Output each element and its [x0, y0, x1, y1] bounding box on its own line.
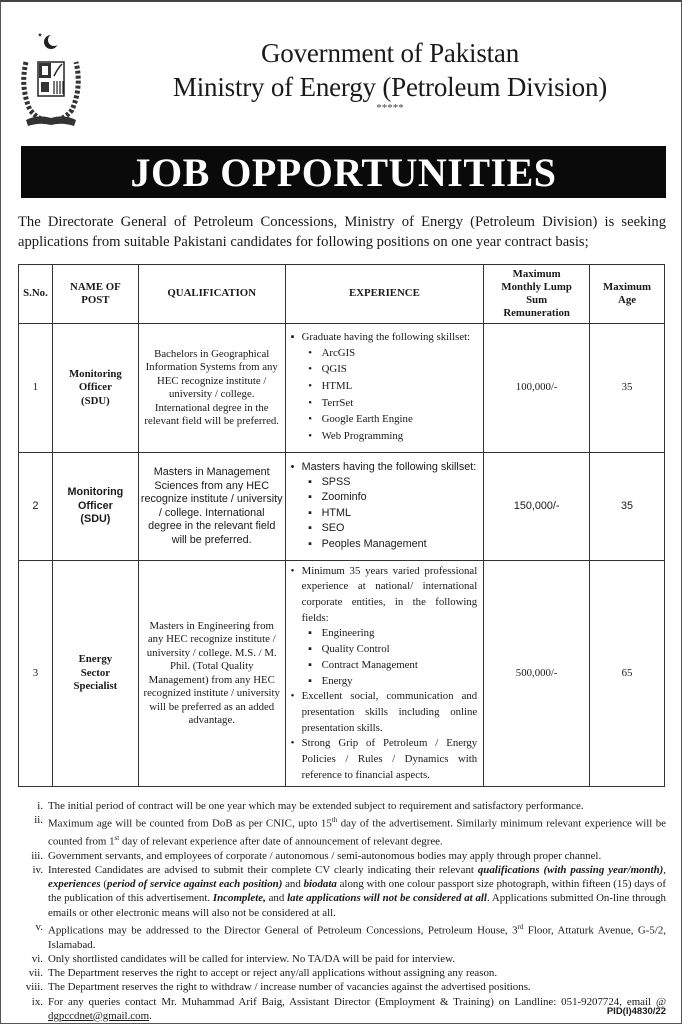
note-item: ii. Maximum age will be counted from DoB as per CNIC, upto 15th day of the advertisement. Similarly minimum relevant experience will be counted from 1st day of relevant experience after date of announcement of relevant degree. [34, 814, 666, 848]
note-item: vi. Only shortlisted candidates will be called for interview. No TA/DA will be paid for interview. [31, 952, 456, 965]
bullet-icon: • [290, 461, 295, 473]
square-bullet-icon: ▪ [308, 491, 312, 503]
cell-max-age: 35 [590, 453, 665, 561]
skill-item: ▪ HTML [291, 506, 478, 522]
cell-experience [285, 453, 484, 561]
bullet-icon: • [290, 564, 295, 577]
cell-remuneration: 100,000/- [484, 324, 590, 453]
skills-list [291, 475, 478, 553]
positions-table [18, 264, 665, 787]
note-item: ix. For any queries contact Mr. Muhammad Arif Baig, Assistant Director (Employment & Training) on Landline: 051-9207724, email @ dgpccdnet@gmail.com. [31, 995, 666, 1022]
skill-item: ▪ Peoples Management [291, 537, 478, 553]
cell-sno: 2 [19, 453, 53, 561]
field-item: ▪ Engineering [291, 626, 478, 642]
square-bullet-icon: ▪ [308, 506, 312, 519]
experience-item: ▪ Graduate having the following skillset: [290, 331, 471, 344]
skills-list [291, 345, 478, 445]
cell-experience [285, 561, 484, 787]
table-header-row [19, 265, 665, 324]
skill-item: • HTML [291, 378, 478, 395]
square-bullet-icon: ▪ [308, 475, 312, 488]
square-bullet-icon: ▪ [308, 627, 312, 640]
skill-item: • ArcGIS [291, 345, 478, 362]
document-header [120, 36, 660, 114]
header-remuneration: Maximum Monthly Lump Sum Remuneration [484, 265, 590, 324]
square-bullet-icon: ▪ [308, 522, 312, 534]
cell-qualification: Bachelors in Geographical Information Systems from any HEC recognize institute / university / college. International degree in the relevant field will be preferred. [138, 324, 285, 453]
contact-email-link[interactable]: dgpccdnet@gmail.com [48, 1009, 150, 1022]
bullet-icon: • [308, 430, 312, 443]
note-item: iii. Government servants, and employees of corporate / autonomous / semi-autonomous bodies may apply through proper channel. [31, 849, 602, 862]
cell-sno: 3 [19, 561, 53, 787]
state-emblem-icon [18, 32, 84, 130]
ministry-title: Ministry of Energy (Petroleum Division) [172, 72, 608, 102]
cell-remuneration: 150,000/- [484, 453, 590, 561]
cell-post-name: Energy Sector Specialist [52, 561, 138, 787]
header-qualification: QUALIFICATION [138, 265, 285, 324]
cell-qualification: Masters in Engineering from any HEC recognize institute / university / college. M.S. / M. Phil. (Total Quality Management) from any HEC recognized institute / university will be preferred as an added advantage. [138, 561, 285, 787]
experience-item: • Masters having the following skillset: [290, 461, 477, 473]
bullet-icon: • [308, 346, 312, 359]
skill-item: ▪ SEO [291, 521, 478, 537]
header-experience: EXPERIENCE [285, 265, 484, 324]
bullet-icon: • [308, 396, 312, 409]
note-item: vii. The Department reserves the right to accept or reject any/all applications without assigning any reason. [28, 967, 498, 980]
square-bullet-icon: ▪ [290, 331, 295, 344]
bullet-icon: • [290, 690, 295, 703]
field-item: ▪ Contract Management [291, 658, 478, 674]
fields-list [291, 626, 478, 689]
header-sno: S.No. [19, 265, 53, 324]
intro-paragraph [18, 212, 666, 252]
square-bullet-icon: ▪ [308, 643, 312, 656]
table-row [19, 324, 665, 453]
bullet-icon: • [308, 363, 312, 376]
skill-item: • TerrSet [291, 395, 478, 412]
header-name-of-post: NAME OF POST [52, 265, 138, 324]
cell-max-age: 35 [590, 324, 665, 453]
field-item: ▪ Quality Control [291, 642, 478, 658]
cell-post-name: Monitoring Officer (SDU) [52, 453, 138, 561]
header-separator: ***** [376, 102, 404, 114]
skill-item: • QGIS [291, 361, 478, 378]
government-title: Government of Pakistan [260, 38, 520, 68]
terms-and-conditions-list [18, 799, 666, 1023]
table-row [19, 453, 665, 561]
job-opportunities-banner: JOB OPPORTUNITIES [21, 146, 666, 198]
cell-sno: 1 [19, 324, 53, 453]
header-max-age: Maximum Age [590, 265, 665, 324]
square-bullet-icon: ▪ [308, 674, 312, 687]
skill-item: ▪ Zoominfo [291, 490, 478, 506]
note-item: viii. The Department reserves the right to withdraw / increase number of vacancies against the advertised positions. [25, 981, 531, 994]
cell-remuneration: 500,000/- [484, 561, 590, 787]
experience-item: • Minimum 35 years varied professional experience at national/ international corporate entities, in the following fields: [291, 564, 478, 627]
cell-experience [285, 324, 484, 453]
field-item: ▪ Energy [291, 674, 478, 690]
skill-item: ▪ SPSS [291, 475, 478, 491]
experience-item: • Strong Grip of Petroleum / Energy Policies / Rules / Dynamics with reference to financial aspects. [291, 736, 478, 783]
table-row [19, 561, 665, 787]
bullet-icon: • [308, 380, 312, 393]
cell-post-name: Monitoring Officer (SDU) [52, 324, 138, 453]
bullet-icon: • [290, 737, 295, 750]
experience-item: • Excellent social, communication and presentation skills including online presentation skills. [291, 689, 478, 736]
note-item: i. The initial period of contract will be one year which may be extended subject to requirement and satisfactory performance. [37, 800, 584, 812]
note-item: iv. Interested Candidates are advised to submit their complete CV clearly indicating their relevant qualifications (with passing year/month), experiences (period of service against each position) and biodata along with one colour passport size photograph, within fifteen (15) days of the publication of this advertisement. Incomplete, and late applications will not be considered at all. Applications submitted On-line through emails or other electronic means will also not be considered at all. [32, 864, 667, 919]
intro-line-1: The Directorate General of Petroleum Concessions, Ministry of Energy (Petroleum Division) is seeking [18, 214, 666, 230]
cell-qualification: Masters in Management Sciences from any HEC recognize institute / university / college. International degree in the relevant field will be preferred. [138, 453, 285, 561]
cell-max-age: 65 [590, 561, 665, 787]
skill-item: • Google Earth Engine [291, 411, 478, 428]
bullet-icon: • [308, 413, 312, 426]
skill-item: • Web Programming [291, 428, 478, 445]
square-bullet-icon: ▪ [308, 537, 312, 550]
note-item: v. Applications may be addressed to the Director General of Petroleum Concessions, Petroleum House, 3rd Floor, Attaturk Avenue, G-5/2, Islamabad. [35, 920, 666, 951]
publication-id: PID(I)4830/22 [606, 1006, 666, 1017]
intro-line-2: applications from suitable Pakistani candidates for following positions on one year contract basis; [18, 234, 589, 250]
square-bullet-icon: ▪ [308, 658, 312, 671]
